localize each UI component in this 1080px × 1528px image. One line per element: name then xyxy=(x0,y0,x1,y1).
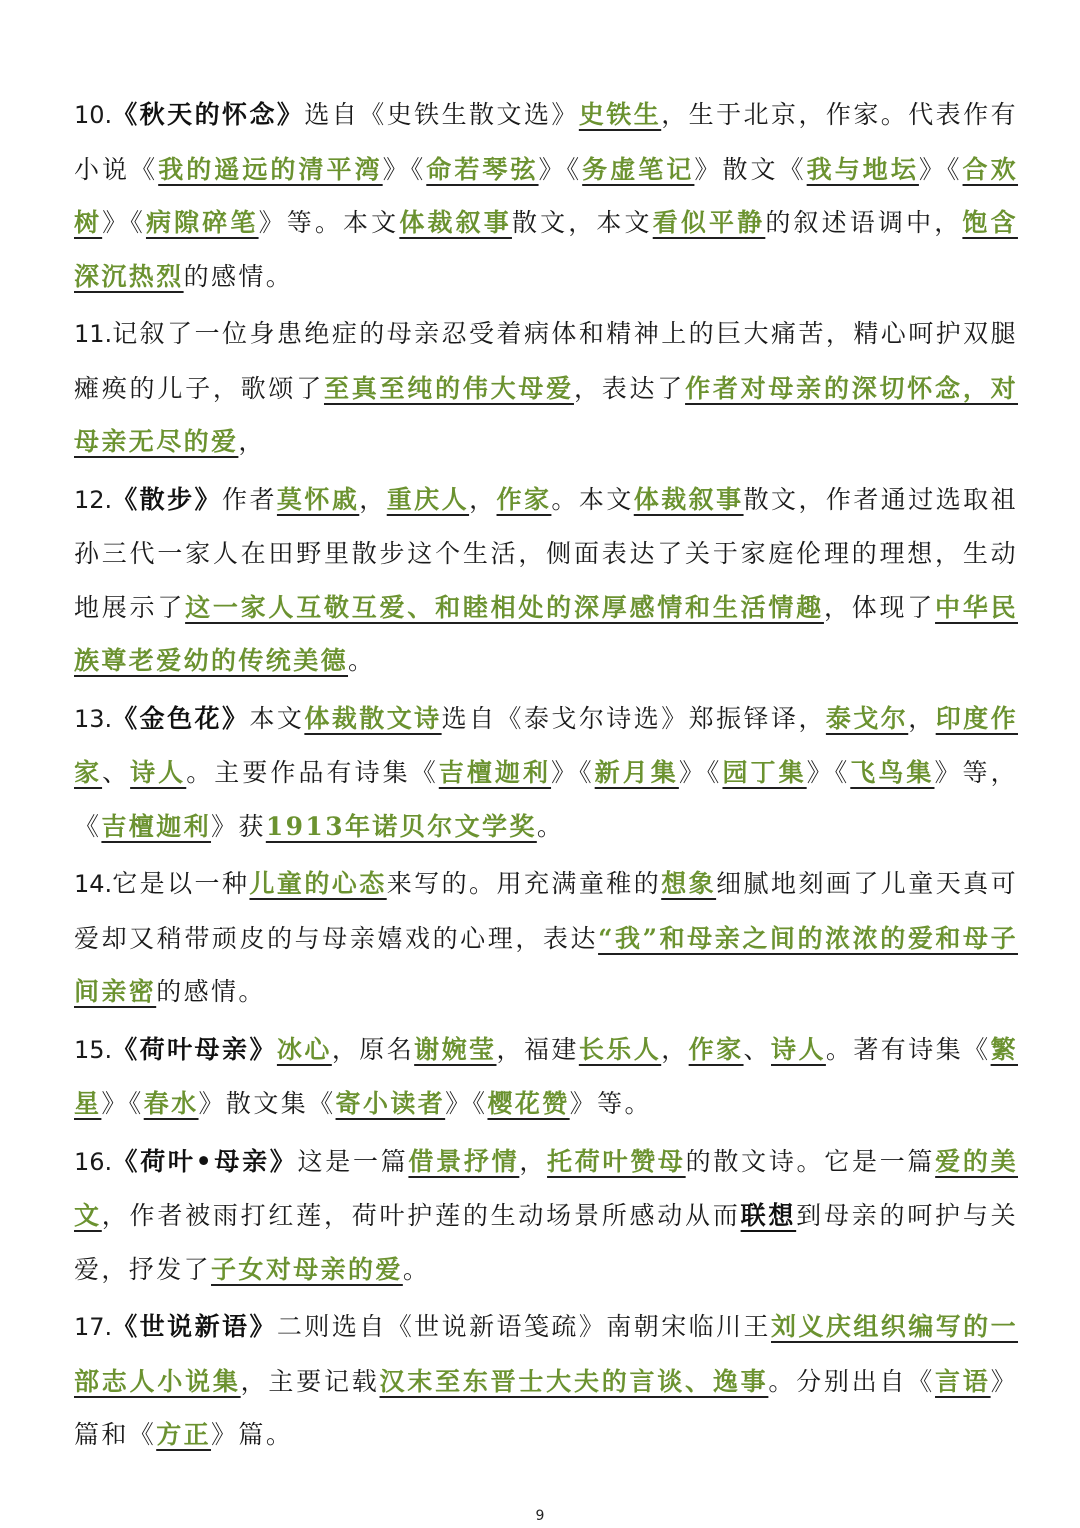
answer-text: 园丁集 xyxy=(722,758,807,787)
body-text: 》《 xyxy=(678,758,723,787)
answer-text: 吉檀迦利 xyxy=(438,758,552,787)
answer-text: 我与地坛 xyxy=(806,154,919,184)
body-text: ，生于北京，作家。代表作有小说《 xyxy=(74,100,1018,184)
body-text: 。 xyxy=(402,1254,431,1284)
answer-text: 儿童的心态 xyxy=(249,869,387,898)
body-text: 》等。本文 xyxy=(258,208,400,237)
entry-number: 13. xyxy=(74,704,113,733)
body-text: ， xyxy=(908,703,936,733)
body-text: 。分别出自《 xyxy=(768,1366,936,1396)
answer-text: 体裁叙事 xyxy=(399,208,512,237)
body-text: 细腻地刻画了儿童天真可爱却又稍带顽皮的与母亲嬉戏的心理，表达 xyxy=(74,869,1018,953)
answer-text: 印度作家 xyxy=(74,703,1018,787)
answer-text: 托荷叶赞母 xyxy=(547,1146,686,1176)
entry-11 xyxy=(74,307,1018,469)
body-text: ，福建 xyxy=(496,1034,579,1064)
entry-number: 11. xyxy=(74,320,113,348)
entry-10 xyxy=(74,88,1018,303)
entry-15 xyxy=(74,1023,1018,1131)
body-text: 选自《泰戈尔诗选》郑振铎译， xyxy=(441,703,826,733)
body-text: 。 xyxy=(536,811,565,841)
work-title: 《散步》 xyxy=(112,484,223,514)
body-text: ，体现了 xyxy=(823,592,936,622)
answer-text: 这一家人互敬互爱、和睦相处的深厚感情和生活情趣 xyxy=(185,592,824,622)
body-text: 》《 xyxy=(101,1089,144,1118)
work-title: 《荷叶母亲》 xyxy=(112,1034,277,1064)
body-text: 。著有诗集《 xyxy=(825,1034,991,1064)
body-text: 》《 xyxy=(445,1089,488,1118)
answer-text: 病隙碎笔 xyxy=(145,208,259,237)
answer-text: 1913年诺贝尔文学奖 xyxy=(265,811,537,841)
answer-text: 寄小读者 xyxy=(335,1089,446,1118)
body-text: ， xyxy=(469,484,497,514)
body-text: ，原名 xyxy=(331,1034,415,1064)
answer-text: 樱花赞 xyxy=(487,1089,570,1118)
entry-12 xyxy=(74,473,1018,688)
answer-text: 新月集 xyxy=(594,758,679,787)
body-text: 的感情。 xyxy=(156,977,266,1006)
work-title: 《世说新语》 xyxy=(112,1312,277,1341)
paragraph-list xyxy=(74,88,1018,1462)
answer-text: 至真至纯的伟大母爱 xyxy=(323,373,574,403)
body-text: 》篇。 xyxy=(211,1420,294,1449)
body-text: 、 xyxy=(102,758,131,787)
body-text: 》《 xyxy=(806,758,851,787)
answer-text: 言语 xyxy=(935,1366,991,1396)
body-text: 到母亲的呵护与关爱，抒发了 xyxy=(74,1201,1018,1284)
body-text: 本文 xyxy=(249,703,305,733)
answer-text: 借景抒情 xyxy=(408,1146,520,1176)
answer-text: 吉檀迦利 xyxy=(101,811,212,841)
answer-text: 泰戈尔 xyxy=(825,703,909,733)
body-text: 散文，本文 xyxy=(511,208,653,237)
answer-text: 我的遥远的清平湾 xyxy=(158,154,383,184)
body-text: 》等。 xyxy=(569,1089,652,1118)
body-text: 》《 xyxy=(538,154,583,184)
answer-text: 命若琴弦 xyxy=(426,154,539,184)
body-text: 它是以一种 xyxy=(112,869,250,898)
body-text: 》等，《 xyxy=(74,758,1019,841)
body-text: 作者 xyxy=(222,484,277,514)
answer-text: 春水 xyxy=(143,1089,199,1118)
answer-text: 飞鸟集 xyxy=(850,758,935,787)
answer-text: 汉末至东晋士大夫的言谈、逸事 xyxy=(379,1366,769,1396)
answer-text: 谢婉莹 xyxy=(414,1034,497,1064)
answer-text: 诗人 xyxy=(771,1034,826,1064)
answer-text: 中华民族尊老爱幼的传统美德 xyxy=(74,592,1018,675)
answer-text: 诗人 xyxy=(130,758,187,787)
body-text: 》获 xyxy=(211,811,266,841)
entry-16 xyxy=(74,1135,1018,1297)
body-text: 散文，作者通过选取祖孙三代一家人在田野里散步这个生活，侧面表达了关于家庭伦理的理想，生动地展示了 xyxy=(74,484,1018,622)
answer-text: 想象 xyxy=(661,869,717,898)
answer-text: 体裁散文诗 xyxy=(304,703,442,733)
answer-text: 看似平静 xyxy=(652,208,766,237)
entry-number: 17. xyxy=(74,1313,113,1341)
body-text: 选自《史铁生散文选》 xyxy=(304,100,579,129)
entry-14 xyxy=(74,857,1018,1019)
answer-text: 莫怀戚 xyxy=(276,484,360,514)
answer-text: 合欢树 xyxy=(74,154,1019,237)
body-text: 这是一篇 xyxy=(297,1146,409,1176)
body-text: 》《 xyxy=(551,758,595,787)
body-text: ， xyxy=(661,1034,689,1064)
body-text: 记叙了一位身患绝症的母亲忍受着病体和精神上的巨大痛苦，精心呵护双腿瘫痪的儿子，歌颂了 xyxy=(74,319,1018,403)
body-text: 》《 xyxy=(102,208,146,237)
page-number: 9 xyxy=(535,1508,545,1524)
body-text: 。本文 xyxy=(551,484,634,514)
answer-text: 作家 xyxy=(688,1034,744,1064)
work-title: 《秋天的怀念》 xyxy=(112,100,305,129)
entry-13 xyxy=(74,692,1018,854)
body-text: 来写的。用充满童稚的 xyxy=(386,869,662,898)
answer-text: 史铁生 xyxy=(578,100,662,129)
answer-text: “我”和母亲之间的浓浓的爱和母子间亲密 xyxy=(74,923,1018,1006)
body-text: 》散文集《 xyxy=(198,1089,336,1118)
answer-text: 长乐人 xyxy=(578,1034,662,1064)
answer-text: 爱的美文 xyxy=(74,1146,1018,1230)
body-text: 》篇和《 xyxy=(74,1366,1018,1449)
body-text: ，作者被雨打红莲，荷叶护莲的生动场景所感动从而 xyxy=(101,1201,741,1230)
body-text: 》散文《 xyxy=(694,154,807,184)
entry-number: 14. xyxy=(74,870,113,898)
body-text: 》《 xyxy=(382,154,427,184)
body-text: ， xyxy=(238,427,266,456)
answer-text: 繁星 xyxy=(74,1034,1018,1118)
answer-text: 方正 xyxy=(156,1420,212,1449)
work-title: 《荷叶•母亲》 xyxy=(112,1146,298,1176)
body-text: 的感情。 xyxy=(183,261,294,291)
body-text: 的叙述语调中， xyxy=(765,208,963,237)
answer-text: 重庆人 xyxy=(386,484,470,514)
answer-text: 务虚笔记 xyxy=(582,154,695,184)
body-text: 》《 xyxy=(918,154,963,184)
entry-number: 12. xyxy=(74,485,113,514)
entry-17 xyxy=(74,1300,1018,1462)
body-text: 、 xyxy=(743,1034,771,1064)
body-text: 。 xyxy=(348,646,376,675)
answer-text: 冰心 xyxy=(276,1034,332,1064)
body-text: ，主要记载 xyxy=(240,1366,380,1396)
answer-text: 体裁叙事 xyxy=(633,484,744,514)
key-term: 联想 xyxy=(740,1201,797,1230)
body-text: ， xyxy=(359,484,387,514)
entry-number: 15. xyxy=(74,1035,113,1064)
body-text: 。主要作品有诗集《 xyxy=(186,758,439,787)
body-text: 二则选自《世说新语笺疏》南朝宋临川王 xyxy=(276,1312,772,1341)
body-text: ， xyxy=(519,1146,548,1176)
answer-text: 作家 xyxy=(496,484,552,514)
body-text: ，表达了 xyxy=(573,373,686,403)
answer-text: 刘义庆组织编写的一部志人小说集 xyxy=(74,1312,1019,1396)
answer-text: 饱含深沉热烈 xyxy=(74,208,1018,291)
entry-number: 16. xyxy=(74,1147,113,1176)
answer-text: 子女对母亲的爱 xyxy=(211,1254,403,1284)
answer-text: 作者对母亲的深切怀念，对母亲无尽的爱 xyxy=(74,373,1018,456)
body-text: 的散文诗。它是一篇 xyxy=(685,1146,936,1176)
work-title: 《金色花》 xyxy=(112,703,250,733)
entry-number: 10. xyxy=(74,101,113,129)
